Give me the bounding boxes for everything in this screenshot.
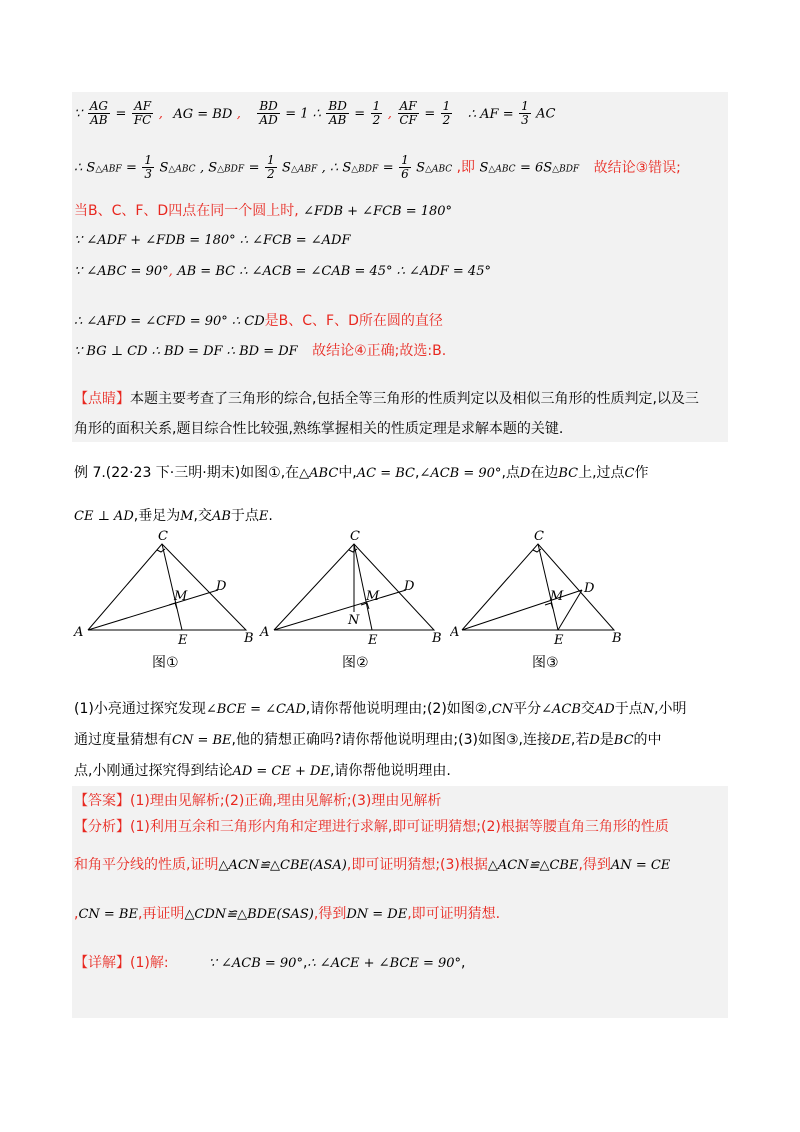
fraction: $\frac{1}{6}$: [401, 153, 409, 181]
fraction: $\frac{1}{3}$: [521, 99, 529, 127]
solution-line-1: ∵ $\frac{AG}{AB}$ = $\frac{AF}{FC}$ , AG = BD , $\frac{BD}{AD}$ = 1 ∴ $\frac{BD}{AB}$ = $\frac{1}{2}$ , $\frac{AF}{CF}$ = $\frac{1}{2}$ ∴ AF = $\frac{1}{3}$ AC: [74, 99, 556, 127]
figure-3: [450, 530, 640, 648]
fraction: $\frac{1}{2}$: [372, 99, 381, 127]
comment-block: 【点睛】本题主要考查了三角形的综合,包括全等三角形的性质判定以及相似三角形的性质判定,以及三 角形的面积关系,题目综合性比较强,熟练掌握相关的性质定理是求解本题的关键.: [74, 391, 699, 437]
label-a: A: [260, 625, 270, 640]
label-b: B: [244, 631, 254, 646]
solution-line-7: ∵ BG ⊥ CD ∴ BD = DF ∴ BD = DF 故结论④正确;故选:B.: [74, 343, 447, 359]
label-d: D: [216, 579, 227, 594]
label-d: D: [404, 579, 415, 594]
fraction: $\frac{AG}{AB}$: [89, 99, 108, 127]
label-c: C: [158, 530, 168, 544]
label-c: C: [534, 530, 544, 544]
solution-line-5: ∵ ∠ABC = 90°, AB = BC ∴ ∠ACB = ∠CAB = 45° ∴ ∠ADF = 45°: [74, 264, 491, 279]
solution-line-2: ∴ S△ABF = $\frac{1}{3}$ S△ABC , S△BDF = $\frac{1}{2}$ S△ABF , ∴ S△BDF = $\frac{1}{6}$ S△ABC ,即 S△ABC = 6S△BDF 故结论③错误;: [74, 153, 681, 181]
fraction: $\frac{BD}{AB}$: [328, 99, 347, 127]
fraction: $\frac{1}{2}$: [442, 99, 451, 127]
solution-line-6: ∴ ∠AFD = ∠CFD = 90° ∴ CD是B、C、F、D所在圆的直径: [74, 313, 443, 329]
label-m: M: [174, 589, 188, 604]
label-m: M: [550, 589, 564, 604]
fraction: $\frac{1}{3}$: [144, 153, 153, 181]
label-a: A: [74, 625, 84, 640]
solution-line-3: 当B、C、F、D四点在同一个圆上时, ∠FDB + ∠FCB = 180°: [74, 203, 453, 219]
fraction: $\frac{AF}{CF}$: [399, 99, 417, 127]
label-b: B: [612, 631, 622, 646]
figure-2-caption: 图②: [342, 655, 369, 671]
label-e: E: [554, 633, 564, 648]
figure-2: [256, 530, 446, 648]
label-e: E: [368, 633, 378, 648]
fraction: $\frac{AF}{FC}$: [133, 99, 152, 127]
question-text: (1)小亮通过探究发现∠BCE = ∠CAD,请你帮他说明理由;(2)如图②,CN平分∠ACB交AD于点N,小明 通过度量猜想有CN = BE,他的猜想正确吗?请你帮他说明理由;(3)如图③,连接DE,若D是BC的中 点,小刚通过探究得到结论AD = CE + DE,请你帮他说明理由.: [74, 701, 687, 779]
label-c: C: [350, 530, 360, 544]
label-a: A: [450, 625, 460, 640]
solution-line-4: ∵ ∠ADF + ∠FDB = 180° ∴ ∠FCB = ∠ADF: [74, 233, 351, 248]
label-m: M: [366, 589, 380, 604]
label-e: E: [178, 633, 188, 648]
answer-block: 【答案】(1)理由见解析;(2)正确,理由见解析;(3)理由见解析 【分析】(1)利用互余和三角形内角和定理进行求解,即可证明猜想;(2)根据等腰直角三角形的性质 和角平分线的性质,证明△ACN≌△CBE(ASA),即可证明猜想;(3)根据△ACN≌△CBE,得到AN = CE ,CN = BE,再证明△CDN≌△BDE(SAS),得到DN = DE,即可证明猜想. 【详解】(1)解: ∵ ∠ACB = 90°,∴ ∠ACE + ∠BCE = 90°,: [74, 793, 671, 971]
fraction: $\frac{BD}{AD}$: [259, 99, 278, 127]
label-n: N: [348, 613, 360, 628]
label-d: D: [584, 581, 595, 596]
figure-1-caption: 图①: [152, 655, 179, 671]
fraction: $\frac{1}{2}$: [266, 153, 275, 181]
label-b: B: [432, 631, 442, 646]
example-statement: 例 7.(22·23 下·三明·期末)如图①,在△ABC中,AC = BC,∠ACB = 90°,点D在边BC上,过点C作 CE ⊥ AD,垂足为M,交AB于点E.: [74, 465, 649, 524]
figure-1: [70, 530, 260, 648]
figure-3-caption: 图③: [532, 655, 559, 671]
